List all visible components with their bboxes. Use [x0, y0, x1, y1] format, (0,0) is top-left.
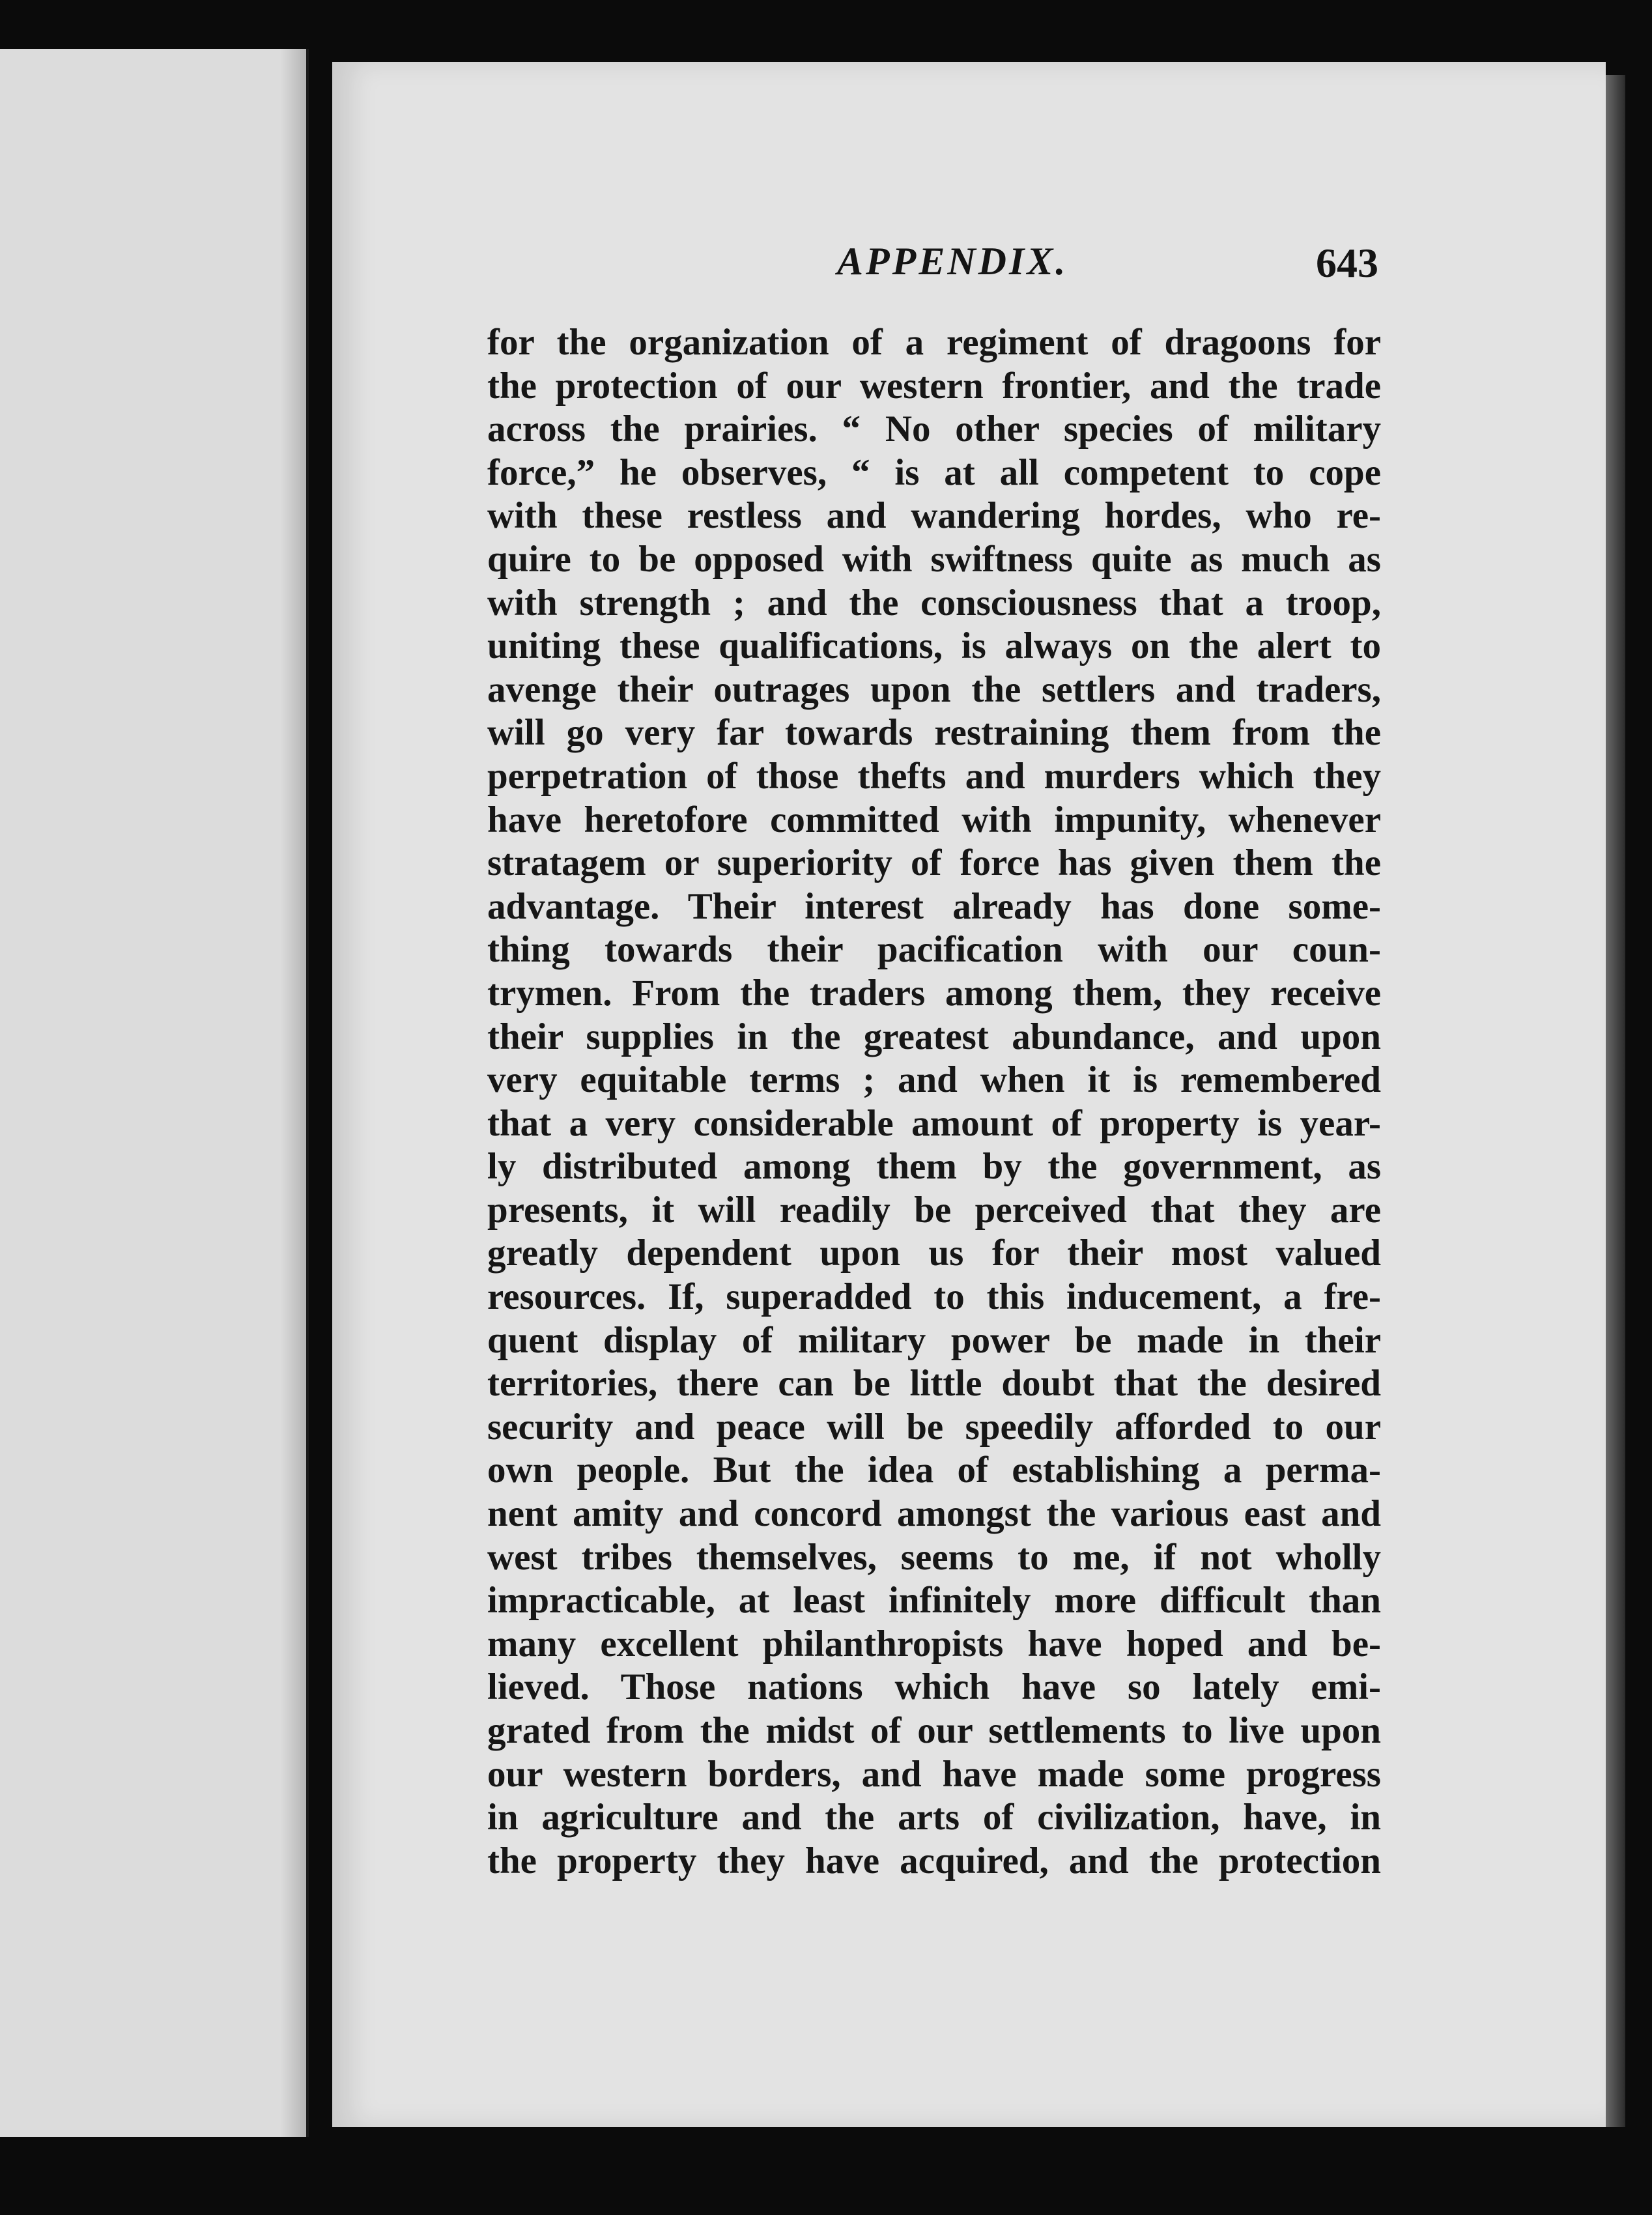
left-page-line — [0, 576, 309, 619]
text-line: greatly dependent upon us for their most valued — [487, 1233, 1381, 1274]
text-line: stratagem or superiority of force has given them the — [487, 842, 1381, 884]
text-line: across the prairies. “ No other species of military — [487, 408, 1381, 450]
left-page-line — [0, 1731, 309, 1774]
text-line: very equitable terms ; and when it is remembered — [487, 1059, 1381, 1101]
text-line: uniting these qualifications, is always on the alert to — [487, 625, 1381, 667]
left-page-line — [0, 753, 309, 796]
gutter-shadow — [280, 49, 306, 2137]
text-line: impracticable, at least infinitely more difficult than — [487, 1580, 1381, 1622]
text-line: with these restless and wandering hordes, who re- — [487, 495, 1381, 537]
text-line: own people. But the idea of establishing a perma- — [487, 1450, 1381, 1491]
text-line: resources. If, superadded to this inducement, a fre- — [487, 1276, 1381, 1318]
left-page-line — [0, 1421, 309, 1464]
text-line: with strength ; and the consciousness that a troop, — [487, 582, 1381, 623]
text-line: presents, it will readily be perceived that they are — [487, 1189, 1381, 1231]
left-page-line — [0, 958, 309, 1001]
left-page-line — [0, 487, 309, 530]
left-page-line — [0, 1377, 309, 1420]
left-page-line — [0, 443, 309, 486]
left-page-line — [0, 532, 309, 575]
left-facing-page — [0, 49, 309, 2137]
page-number: 643 — [1316, 240, 1378, 286]
text-line: nent amity and concord amongst the various east and — [487, 1493, 1381, 1535]
text-line: avenge their outrages upon the settlers and traders, — [487, 668, 1381, 710]
left-page-line — [0, 264, 309, 307]
left-page-line — [0, 1642, 309, 1685]
left-page-line — [0, 1465, 309, 1508]
left-page-line — [0, 709, 309, 752]
text-line: have heretofore committed with impunity, whenever — [487, 799, 1381, 840]
left-page-line — [0, 1687, 309, 1730]
text-line: that a very considerable amount of property is year- — [487, 1102, 1381, 1144]
left-page-line — [0, 1598, 309, 1641]
running-title: APPENDIX. — [837, 240, 1068, 283]
text-line: quent display of military power be made in their — [487, 1319, 1381, 1361]
text-line: advantage. Their interest already has done some- — [487, 885, 1381, 927]
page-edge-shadow — [1606, 75, 1625, 2127]
text-line: lieved. Those nations which have so lately emi- — [487, 1666, 1381, 1708]
text-line: their supplies in the greatest abundance, and upon — [487, 1016, 1381, 1057]
text-line: the protection of our western frontier, and the trade — [487, 365, 1381, 407]
left-page-line — [0, 1820, 309, 1863]
text-line: west tribes themselves, seems to me, if not wholly — [487, 1536, 1381, 1578]
text-line: ly distributed among them by the government, as — [487, 1146, 1381, 1188]
left-page-line — [0, 1775, 309, 1818]
left-page-line — [0, 307, 309, 350]
text-line: trymen. From the traders among them, they receive — [487, 972, 1381, 1014]
left-page-line — [0, 352, 309, 395]
text-line: force,” he observes, “ is at all competent to cope — [487, 451, 1381, 493]
left-page-line — [0, 1332, 309, 1375]
text-line: territories, there can be little doubt that the desired — [487, 1363, 1381, 1405]
text-line: will go very far towards restraining them from the — [487, 712, 1381, 754]
running-head — [332, 239, 1606, 298]
left-page-line — [0, 1212, 309, 1255]
text-line: many excellent philanthropists have hoped and be- — [487, 1623, 1381, 1665]
left-page-line — [0, 664, 309, 707]
text-line: quire to be opposed with swiftness quite as much as — [487, 538, 1381, 580]
text-line: for the organization of a regiment of dragoons for — [487, 322, 1381, 363]
text-line: in agriculture and the arts of civilization, have, in — [487, 1797, 1381, 1838]
text-line: thing towards their pacification with our coun- — [487, 929, 1381, 971]
text-line: the property they have acquired, and the protection — [487, 1840, 1381, 1881]
left-page-line — [0, 620, 309, 663]
left-page-line — [0, 797, 309, 840]
left-page-line — [0, 1509, 309, 1552]
text-line: grated from the midst of our settlements to live upon — [487, 1710, 1381, 1751]
left-page-line — [0, 1554, 309, 1597]
body-text — [487, 321, 1381, 1883]
text-line: perpetration of those thefts and murders which they — [487, 755, 1381, 797]
text-line: security and peace will be speedily afforded to our — [487, 1406, 1381, 1448]
text-line: our western borders, and have made some progress — [487, 1753, 1381, 1795]
main-page — [332, 62, 1606, 2127]
